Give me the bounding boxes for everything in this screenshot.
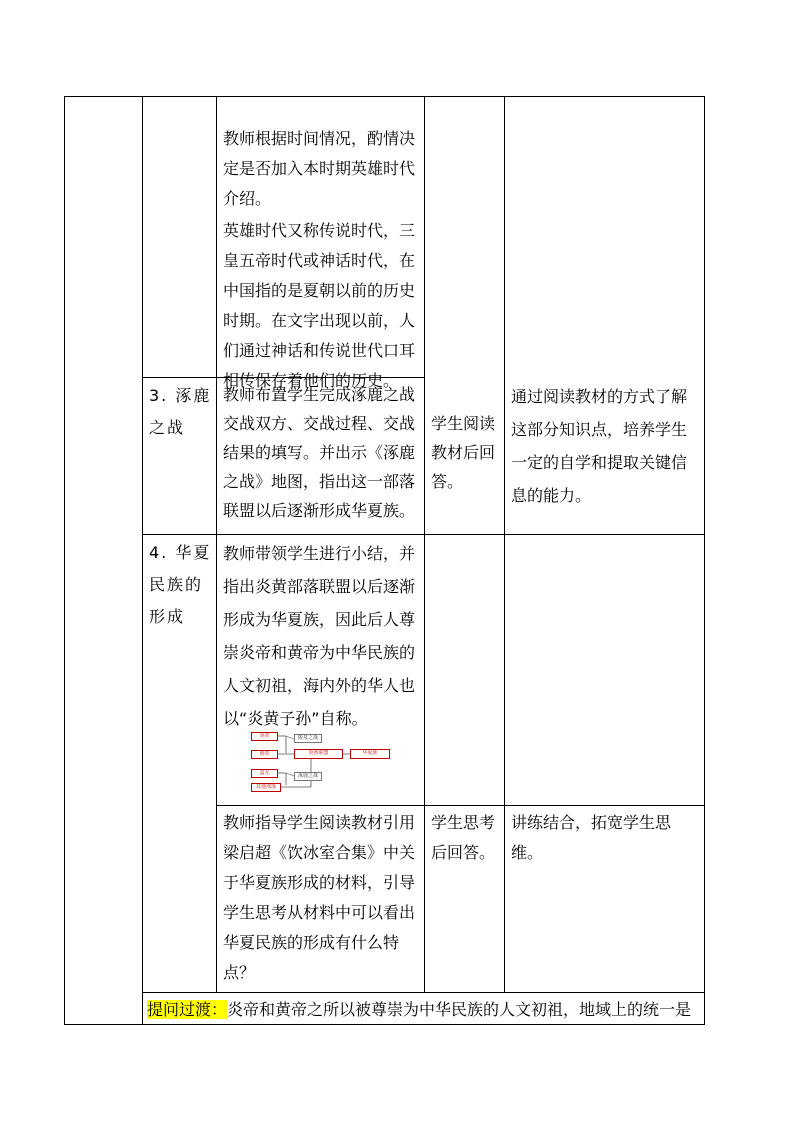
row4-design-intent: 讲练结合，拓宽学生思维。 <box>511 813 672 862</box>
table-divider-col2 <box>216 96 217 992</box>
table-divider-col1 <box>142 96 143 1025</box>
row2-step-label: 3. 涿鹿之战 <box>149 386 212 437</box>
row-divider-3 <box>216 805 705 806</box>
table-border-right <box>704 96 705 1025</box>
table-border-left <box>64 96 65 1025</box>
row2-design-intent: 通过阅读教材的方式了解这部分知识点，培养学生一定的自学和提取关键信息的能力。 <box>511 387 688 505</box>
row-divider-2 <box>142 534 705 535</box>
row1-paragraph-1: 教师根据时间情况，酌情决定是否加入本时期英雄时代介绍。 <box>223 129 416 208</box>
row-divider-4 <box>142 992 705 993</box>
diagram-zhuolu-box: 涿鹿之战 <box>294 772 322 781</box>
diagram-qita-box: 其他部落 <box>251 783 281 792</box>
diagram-huaxia-box: 华夏族 <box>350 749 390 759</box>
row4-student-activity: 学生思考后回答。 <box>431 813 496 862</box>
row2-student-activity: 学生阅读教材后回答。 <box>431 414 496 491</box>
transition-row <box>147 996 691 1024</box>
row2-teacher-activity: 教师布置学生完成涿鹿之战交战双方、交战过程、交战结果的填写。并出示《涿鹿之战》地图，指出这一部落联盟以后逐渐形成华夏族。 <box>223 385 416 520</box>
transition-label: 提问过渡： <box>147 1000 228 1019</box>
row1-paragraph-2: 英雄时代又称传说时代，三皇五帝时代或神话时代，在中国指的是夏朝以前的历史时期。在文字出现以前，人们通过神话和传说世代口耳相传保存着他们的历史。 <box>223 221 416 390</box>
huaxia-formation-diagram <box>249 727 393 799</box>
table-border-top <box>64 96 705 97</box>
transition-text: 炎帝和黄帝之所以被尊崇为中华民族的人文初祖，地域上的统一是 <box>227 1000 692 1019</box>
row1-teacher-activity <box>223 124 419 396</box>
table-divider-col4 <box>504 96 505 992</box>
table-border-bottom <box>64 1024 705 1025</box>
row3-step-label: 4. 华夏民族的形成 <box>149 543 212 626</box>
diagram-alliance-box: 炎黄联盟 <box>294 749 343 759</box>
table-divider-col3 <box>424 96 425 992</box>
row3-teacher-activity: 教师带领学生进行小结，并指出炎黄部落联盟以后逐渐形成为华夏族，因此后人尊崇炎帝和黄帝为中华民族的人文初祖，海内外的华人也以“炎黄子孙”自称。 <box>223 544 416 728</box>
diagram-banquan-box: 阪泉之战 <box>294 734 322 743</box>
diagram-yandi-box: 炎帝 <box>251 732 278 741</box>
diagram-chiyou-box: 蚩尤 <box>251 769 278 778</box>
diagram-huangdi-box: 黄帝 <box>251 750 278 759</box>
row4-teacher-activity: 教师指导学生阅读教材引用梁启超《饮冰室合集》中关于华夏族形成的材料，引导学生思考从材料中可以看出华夏民族的形成有什么特点？ <box>223 813 416 982</box>
